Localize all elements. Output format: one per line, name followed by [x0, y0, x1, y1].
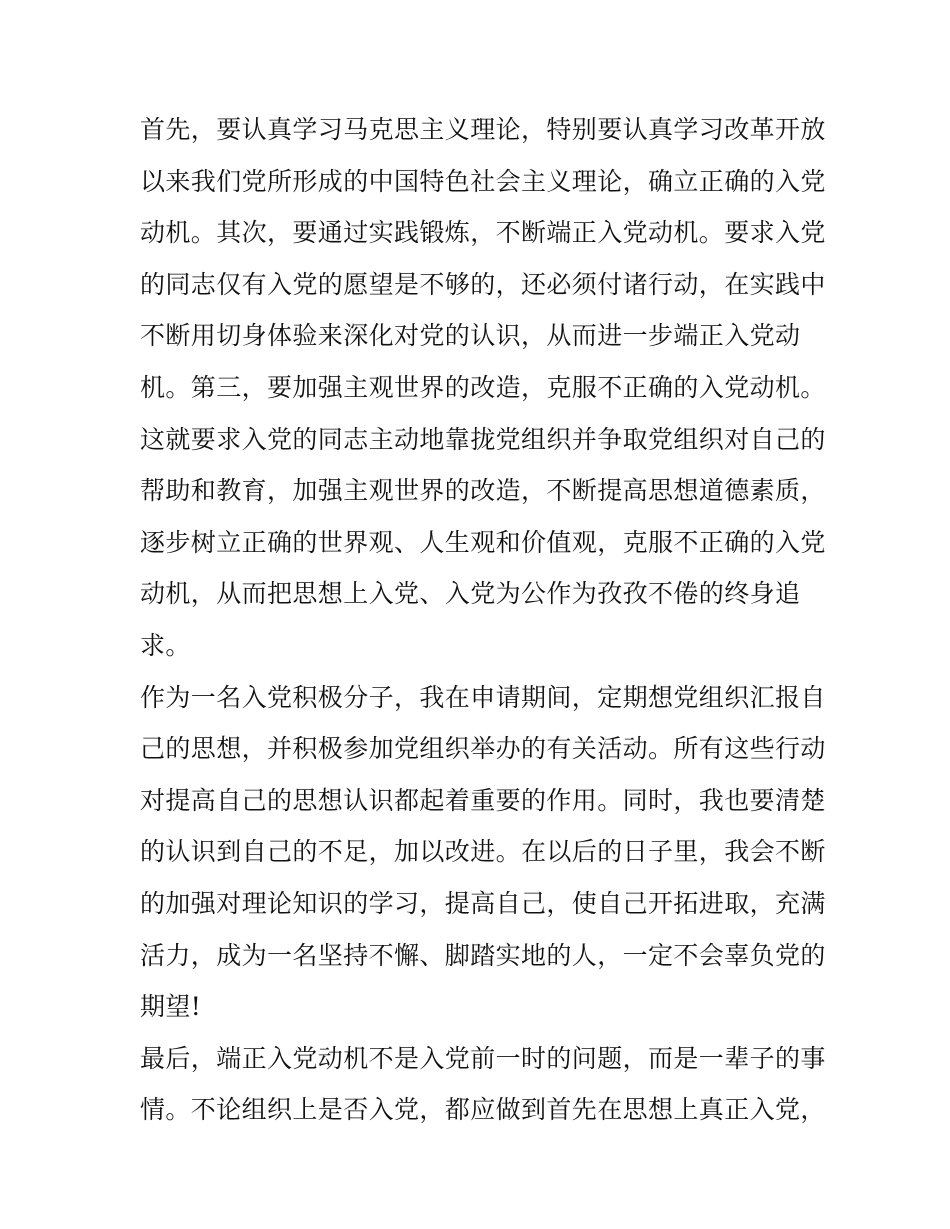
- paragraph-activist: [140, 672, 826, 1033]
- text-line: 活力，成为一名坚持不懈、脚踏实地的人，一定不会辜负党的: [140, 940, 826, 970]
- text-line: 情。不论组织上是否入党，都应做到首先在思想上真正入党，: [140, 1095, 826, 1125]
- text-line: 帮助和教育，加强主观世界的改造，不断提高思想道德素质，: [140, 476, 826, 506]
- text-line: 逐步树立正确的世界观、人生观和价值观，克服不正确的入党: [140, 527, 826, 557]
- document-body: [140, 104, 826, 1136]
- text-line: 不断用切身体验来深化对党的认识，从而进一步端正入党动: [140, 321, 801, 351]
- text-line: 对提高自己的思想认识都起着重要的作用。同时，我也要清楚: [140, 785, 826, 815]
- text-line: 的认识到自己的不足，加以改进。在以后的日子里，我会不断: [140, 837, 826, 867]
- text-line: 动机，从而把思想上入党、入党为公作为孜孜不倦的终身追: [140, 579, 801, 609]
- text-line: 的同志仅有入党的愿望是不够的，还必须付诸行动，在实践中: [140, 269, 826, 299]
- text-line: 首先，要认真学习马克思主义理论，特别要认真学习改革开放: [140, 115, 826, 144]
- text-line: 己的思想，并积极参加党组织举办的有关活动。所有这些行动: [140, 734, 826, 764]
- paragraph-conclusion: [140, 1033, 826, 1136]
- text-line: 最后，端正入党动机不是入党前一时的问题，而是一辈子的事: [140, 1043, 826, 1073]
- text-line: 机。第三，要加强主观世界的改造，克服不正确的入党动机。: [140, 372, 826, 402]
- text-line: 期望!: [140, 992, 202, 1022]
- text-line: 以来我们党所形成的中国特色社会主义理论，确立正确的入党: [140, 166, 826, 196]
- text-line: 作为一名入党积极分子，我在申请期间，定期想党组织汇报自: [140, 682, 826, 712]
- text-line: 这就要求入党的同志主动地靠拢党组织并争取党组织对自己的: [140, 424, 826, 454]
- text-line: 动机。其次，要通过实践锻炼，不断端正入党动机。要求入党: [140, 218, 826, 248]
- paragraph-entry-motivation: [140, 104, 826, 672]
- text-line: 求。: [140, 630, 191, 660]
- text-line: 的加强对理论知识的学习，提高自己，使自己开拓进取，充满: [140, 888, 826, 918]
